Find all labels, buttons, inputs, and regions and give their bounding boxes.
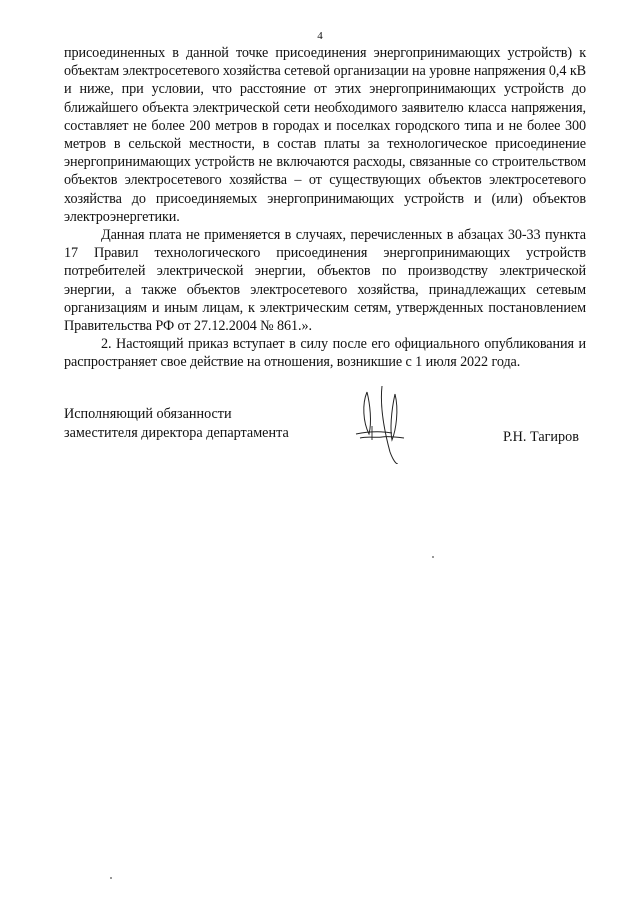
scan-speck — [110, 877, 112, 879]
signatory-position-line2: заместителя директора департамента — [64, 424, 289, 441]
signatory-name: Р.Н. Тагиров — [503, 429, 579, 445]
paragraph-exception: Данная плата не применяется в случаях, перечисленных в абзацах 30-33 пункта 17 Правил технологического присоединения энергопринимающих устройств потребителей электрической энергии, объектов по производству электрической энергии, а также объектов электросетевого хозяйства, принадлежащих сетевым организациям и иным лицам, к электрическим сетям, утвержденных постановлением Правительства РФ от 27.12.2004 № 861.». — [64, 227, 586, 335]
signatory-position — [64, 405, 289, 442]
signatory-position-line1: Исполняющий обязанности — [64, 406, 232, 422]
scan-speck — [432, 556, 434, 558]
paragraph-continuation: присоединенных в данной точке присоединения энергопринимающих устройств) к объектам электросетевого хозяйства сетевой организации на уровне напряжения 0,4 кВ и ниже, при условии, что расстояние от этих энергопринимающих устройств до ближайшего объекта электрической сети необходимого заявителю класса напряжения, составляет не более 200 метров в городах и поселках городского типа и не более 300 метров в сельской местности, в состав платы за технологическое присоединение энергопринимающих устройств не включаются расходы, связанные со строительством объектов электросетевого хозяйства – от существующих объектов электросетевого хозяйства до присоединяемых энергопринимающих устройств и (или) объектов электроэнергетики. — [64, 45, 586, 225]
handwritten-signature — [350, 382, 420, 464]
paragraph-effective-date: 2. Настоящий приказ вступает в силу после его официального опубликования и распространяет свое действие на отношения, возникшие с 1 июля 2022 года. — [64, 336, 586, 371]
document-body — [64, 44, 586, 372]
page-number: 4 — [317, 30, 323, 42]
